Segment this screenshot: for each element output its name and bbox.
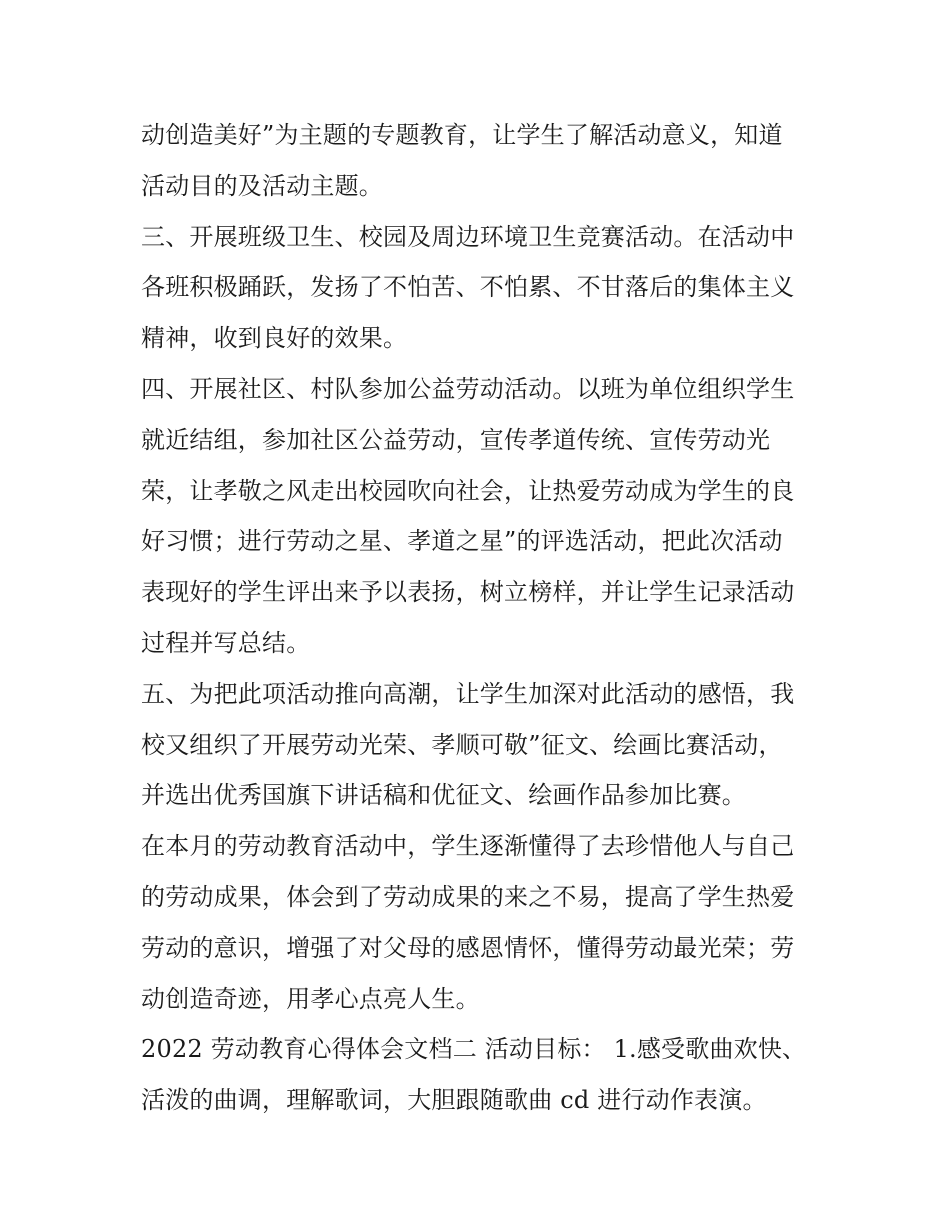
text-line: 就近结组，参加社区公益劳动，宣传孝道传统、宣传劳动光 (141, 425, 771, 454)
text-line: 四、开展社区、村队参加公益劳动活动。以班为单位组织学生 (141, 374, 795, 403)
text-line: 2022 劳动教育心得体会文档二 活动目标： 1.感受歌曲欢快、 (141, 1035, 807, 1064)
text-line: 动创造美好”为主题的专题教育，让学生了解活动意义，知道 (141, 121, 783, 149)
text-line: 活动目的及活动主题。 (141, 171, 383, 200)
text-line: 各班积极踊跃，发扬了不怕苦、不怕累、不甘落后的集体主义 (141, 273, 795, 302)
text-line: 表现好的学生评出来予以表扬，树立榜样，并让学生记录活动 (141, 578, 795, 607)
text-line: 并选出优秀国旗下讲话稿和优征文、绘画作品参加比赛。 (141, 781, 746, 810)
text-line: 校又组织了开展劳动光荣、孝顺可敬”征文、绘画比赛活动， (141, 730, 783, 759)
text-line: 劳动的意识，增强了对父母的感恩情怀，懂得劳动最光荣；劳 (141, 933, 795, 962)
document-body (141, 110, 813, 1126)
text-line: 在本月的劳动教育活动中，学生逐渐懂得了去珍惜他人与自己 (141, 832, 795, 861)
text-line: 动创造奇迹，用孝心点亮人生。 (141, 984, 480, 1013)
text-line: 荣，让孝敬之风走出校园吹向社会，让热爱劳动成为学生的良 (141, 476, 795, 505)
text-line: 三、开展班级卫生、校园及周边环境卫生竞赛活动。在活动中 (141, 222, 795, 251)
text-line: 过程并写总结。 (141, 628, 311, 657)
text-line: 活泼的曲调，理解歌词，大胆跟随歌曲 cd 进行动作表演。 (141, 1086, 767, 1115)
text-line: 精神，收到良好的效果。 (141, 324, 408, 353)
text-line: 好习惯；进行劳动之星、孝道之星”的评选活动，把此次活动 (141, 527, 783, 556)
text-line: 的劳动成果，体会到了劳动成果的来之不易，提高了学生热爱 (141, 882, 795, 911)
text-line: 五、为把此项活动推向高潮，让学生加深对此活动的感悟，我 (141, 679, 795, 708)
